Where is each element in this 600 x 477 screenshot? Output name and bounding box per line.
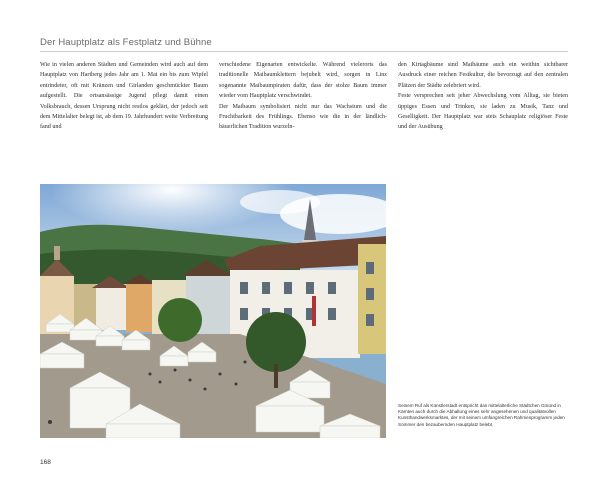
- building: [96, 288, 126, 330]
- paragraph: den Kirtagbäume sind Maibäume auch ein weithin sichtbarer Ausdruck einer reichen Festkultur, die bevorzugt auf den zentralen Plätzen der Städte zelebriert wird.: [398, 62, 568, 89]
- paragraph: Wie in vielen anderen Städten und Gemeinden wird auch auf dem Hauptplatz von Hartberg jedes Jahr am 1. Mai ein bis zum Wipfel entrindeter, oft mit Kränzen und Girlanden geschmückter Baum aufgestellt. Die ortsansässige Jugend pflegt damit einen Volksbrauch, dessen Ursprung nicht restlos geklärt, der jedoch seit dem Mittelalter belegt ist, ab dem 19. Jahrhundert weite Verbreitung fand und: [40, 62, 208, 131]
- paragraph: Feste versprechen seit jeher Abwechslung vom Alltag, sie bieten üppiges Essen und Trinken, sie laden zu Musik, Tanz und Geselligkeit. Der Hauptplatz war stets Schauplatz religiöser Feste und der Ausübung: [398, 93, 568, 131]
- page-number: 168: [40, 459, 51, 466]
- photo-caption: Seinem Ruf als Künstlerstadt entspricht das mittelalterliche Städtchen Gmünd in Kärnten auch durch die Abhaltung eines sehr angesehenen und qualitätvollen Kunsthandwerksmarktes, der mit seinem umfangreichen Rahmenprogramm jeden Sommer den bezaubernden Hauptplatz belebt.: [398, 403, 565, 427]
- tree-trunk: [274, 364, 278, 388]
- clock-tower: [54, 246, 60, 260]
- tree: [246, 312, 306, 372]
- paragraph: Der Maibaum symbolisiert nicht nur das Wachstum und die Fruchtbarkeit des Frühlings. Ebenso wie die in der ländlich-bäuerlichen Tradition wurzeln-: [219, 103, 387, 131]
- tree: [158, 298, 202, 342]
- building: [126, 284, 152, 332]
- flag: [312, 296, 316, 326]
- paragraph: verschiedene Eigenarten entwickelte. Während vielerorts das traditionelle Maibaumklettern bejubelt wird, sorgen in Linz sogenannte Maibaumpiraten dafür, dass der stolze Baum immer wieder vom Hauptplatz verschwindet.: [219, 62, 387, 100]
- town-square-photo: [40, 184, 386, 438]
- cloud: [240, 190, 320, 214]
- town-square-illustration: [40, 184, 386, 438]
- section-heading: Der Hauptplatz als Festplatz und Bühne: [40, 37, 212, 48]
- text-column-2: [219, 60, 387, 133]
- heading-divider: [40, 51, 568, 52]
- text-column-1: [40, 60, 208, 133]
- text-column-3: [398, 60, 568, 133]
